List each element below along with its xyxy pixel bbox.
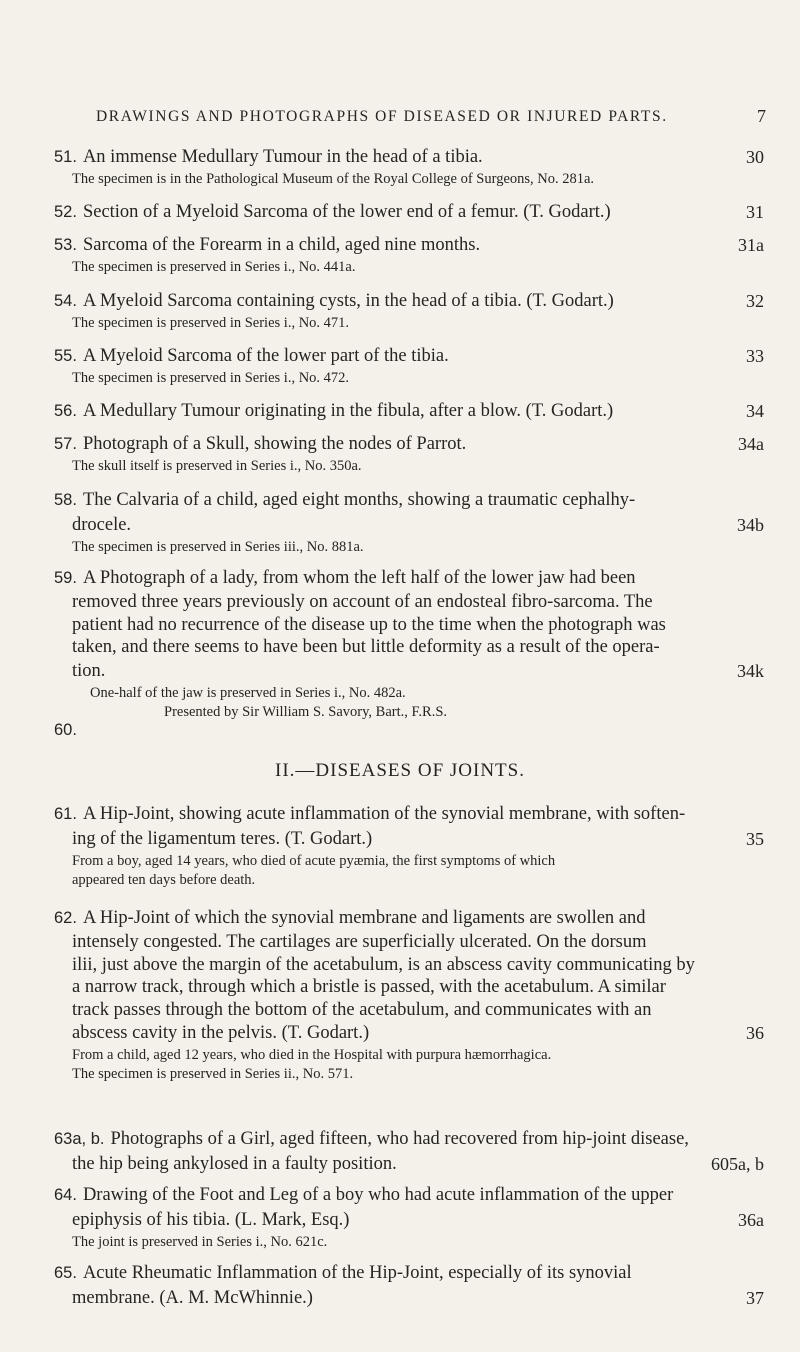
entry-text-line: intensely congested. The cartilages are superficially ulcerated. On the dorsum xyxy=(72,932,647,952)
entry-text-line: abscess cavity in the pelvis. (T. Godart.) xyxy=(72,1023,370,1043)
entry-number: 62. xyxy=(54,909,77,927)
entry-text-line: A Hip-Joint, showing acute inflammation of the synovial membrane, with soften- xyxy=(82,804,686,824)
entry-51 xyxy=(54,145,764,189)
entry-reference: 37 xyxy=(746,1288,764,1308)
entry-title: A Myeloid Sarcoma containing cysts, in the head of a tibia. (T. Godart.) xyxy=(82,291,614,311)
entry-reference: 605a, b xyxy=(711,1154,764,1174)
entry-63 xyxy=(54,1127,764,1177)
entry-reference: 34 xyxy=(746,401,764,421)
page-header xyxy=(0,108,800,132)
entry-text-line: Acute Rheumatic Inflammation of the Hip-Joint, especially of its synovial xyxy=(82,1263,632,1283)
entry-title: A Myeloid Sarcoma of the lower part of the tibia. xyxy=(82,346,449,366)
entry-title: Section of a Myeloid Sarcoma of the lower end of a femur. (T. Godart.) xyxy=(82,202,611,222)
entry-number: 53. xyxy=(54,236,77,254)
entry-number: 54. xyxy=(54,292,77,310)
entry-number: 65. xyxy=(54,1264,77,1282)
entry-title: A Medullary Tumour originating in the fibula, after a blow. (T. Godart.) xyxy=(82,401,614,421)
entry-number: 64. xyxy=(54,1186,77,1204)
entry-text-line: patient had no recurrence of the disease up to the time when the photograph was xyxy=(72,614,666,635)
entry-note: From a child, aged 12 years, who died in the Hospital with purpura hæmorrhagica. xyxy=(72,1047,552,1063)
entry-52 xyxy=(54,200,764,225)
entry-number: 56. xyxy=(54,402,77,420)
entry-title: Sarcoma of the Forearm in a child, aged nine months. xyxy=(82,235,481,255)
entry-57 xyxy=(54,432,764,476)
entry-58 xyxy=(54,488,764,557)
entry-text-line: ing of the ligamentum teres. (T. Godart.) xyxy=(72,829,373,849)
entry-note: The specimen is preserved in Series i., No. 471. xyxy=(72,315,350,331)
entry-number: 59. xyxy=(54,569,77,587)
entry-reference: 34k xyxy=(737,660,764,681)
entry-number: 61. xyxy=(54,805,77,823)
entry-64 xyxy=(54,1183,764,1252)
entry-text-line: Photographs of a Girl, aged fifteen, who had recovered from hip-joint disease, xyxy=(110,1129,689,1149)
page-number: 7 xyxy=(757,106,766,126)
entry-60 xyxy=(54,718,764,743)
entry-53 xyxy=(54,233,764,277)
entry-text-line: A Photograph of a lady, from whom the left half of the lower jaw had been xyxy=(82,568,636,588)
entry-reference: 33 xyxy=(746,346,764,366)
entry-note: The joint is preserved in Series i., No. 621c. xyxy=(72,1234,328,1250)
entry-59 xyxy=(54,566,764,722)
entry-54 xyxy=(54,289,764,333)
entry-reference: 36 xyxy=(746,1023,764,1043)
entry-62 xyxy=(54,906,764,1084)
entry-text-line: epiphysis of his tibia. (L. Mark, Esq.) xyxy=(72,1210,350,1230)
entry-title: The Calvaria of a child, aged eight months, showing a traumatic cephalhy- xyxy=(82,490,636,510)
entry-text-line: ilii, just above the margin of the acetabulum, is an abscess cavity communicating by xyxy=(72,954,695,975)
entry-text-line: tion. xyxy=(72,660,106,681)
entry-reference: 35 xyxy=(746,829,764,849)
entry-note: One-half of the jaw is preserved in Series i., No. 482a. xyxy=(90,684,406,701)
entry-number: 52. xyxy=(54,203,77,221)
entry-text-line: taken, and there seems to have been but little deformity as a result of the opera- xyxy=(72,637,660,657)
entry-reference: 31 xyxy=(746,202,764,222)
entry-note: appeared ten days before death. xyxy=(72,872,256,888)
entry-text-line: A Hip-Joint of which the synovial membrane and ligaments are swollen and xyxy=(82,908,646,928)
entry-note: Presented by Sir William S. Savory, Bart., F.R.S. xyxy=(164,703,448,720)
entry-text-line: the hip being ankylosed in a faulty position. xyxy=(72,1154,397,1174)
entry-number: 57. xyxy=(54,435,77,453)
entry-note: The specimen is preserved in Series iii., No. 881a. xyxy=(72,539,364,555)
entry-number: 51. xyxy=(54,148,77,166)
section-heading: II.—DISEASES OF JOINTS. xyxy=(275,760,525,781)
entry-note: The skull itself is preserved in Series i., No. 350a. xyxy=(72,458,362,474)
entry-text-line: track passes through the bottom of the acetabulum, and communicates with an xyxy=(72,999,652,1020)
entry-note: From a boy, aged 14 years, who died of acute pyæmia, the first symptoms of which xyxy=(72,853,556,869)
entry-number: 55. xyxy=(54,347,77,365)
entry-number: 58. xyxy=(54,491,77,509)
entry-number: 63a, b. xyxy=(54,1130,105,1148)
entry-reference: 32 xyxy=(746,291,764,311)
entry-56 xyxy=(54,399,764,424)
entry-reference: 34a xyxy=(738,434,764,454)
entry-61 xyxy=(54,802,764,890)
entry-note: The specimen is in the Pathological Museum of the Royal College of Surgeons, No. 281a. xyxy=(72,171,595,187)
entry-reference: 36a xyxy=(738,1210,764,1230)
entry-reference: 34b xyxy=(737,515,764,535)
entry-note: The specimen is preserved in Series i., No. 472. xyxy=(72,370,350,386)
entry-text-line: a narrow track, through which a bristle is passed, with the acetabulum. A similar xyxy=(72,977,666,997)
running-head: DRAWINGS AND PHOTOGRAPHS OF DISEASED OR INJURED PARTS. xyxy=(96,108,668,125)
entry-text-line: membrane. (A. M. McWhinnie.) xyxy=(72,1288,313,1308)
entry-reference: 30 xyxy=(746,147,764,167)
entry-text-line: removed three years previously on account of an endosteal fibro-sarcoma. The xyxy=(72,592,653,612)
entry-title: An immense Medullary Tumour in the head of a tibia. xyxy=(82,147,483,167)
entry-65 xyxy=(54,1261,764,1311)
entry-title: Photograph of a Skull, showing the nodes of Parrot. xyxy=(82,434,467,454)
entry-reference: 31a xyxy=(738,235,764,255)
entry-title-continuation: drocele. xyxy=(72,515,132,535)
entry-number: 60. xyxy=(54,721,77,739)
entry-note: The specimen is preserved in Series ii., No. 571. xyxy=(72,1066,354,1082)
entry-text-line: Drawing of the Foot and Leg of a boy who had acute inflammation of the upper xyxy=(82,1185,674,1205)
entry-note: The specimen is preserved in Series i., No. 441a. xyxy=(72,259,356,275)
entry-55 xyxy=(54,344,764,388)
